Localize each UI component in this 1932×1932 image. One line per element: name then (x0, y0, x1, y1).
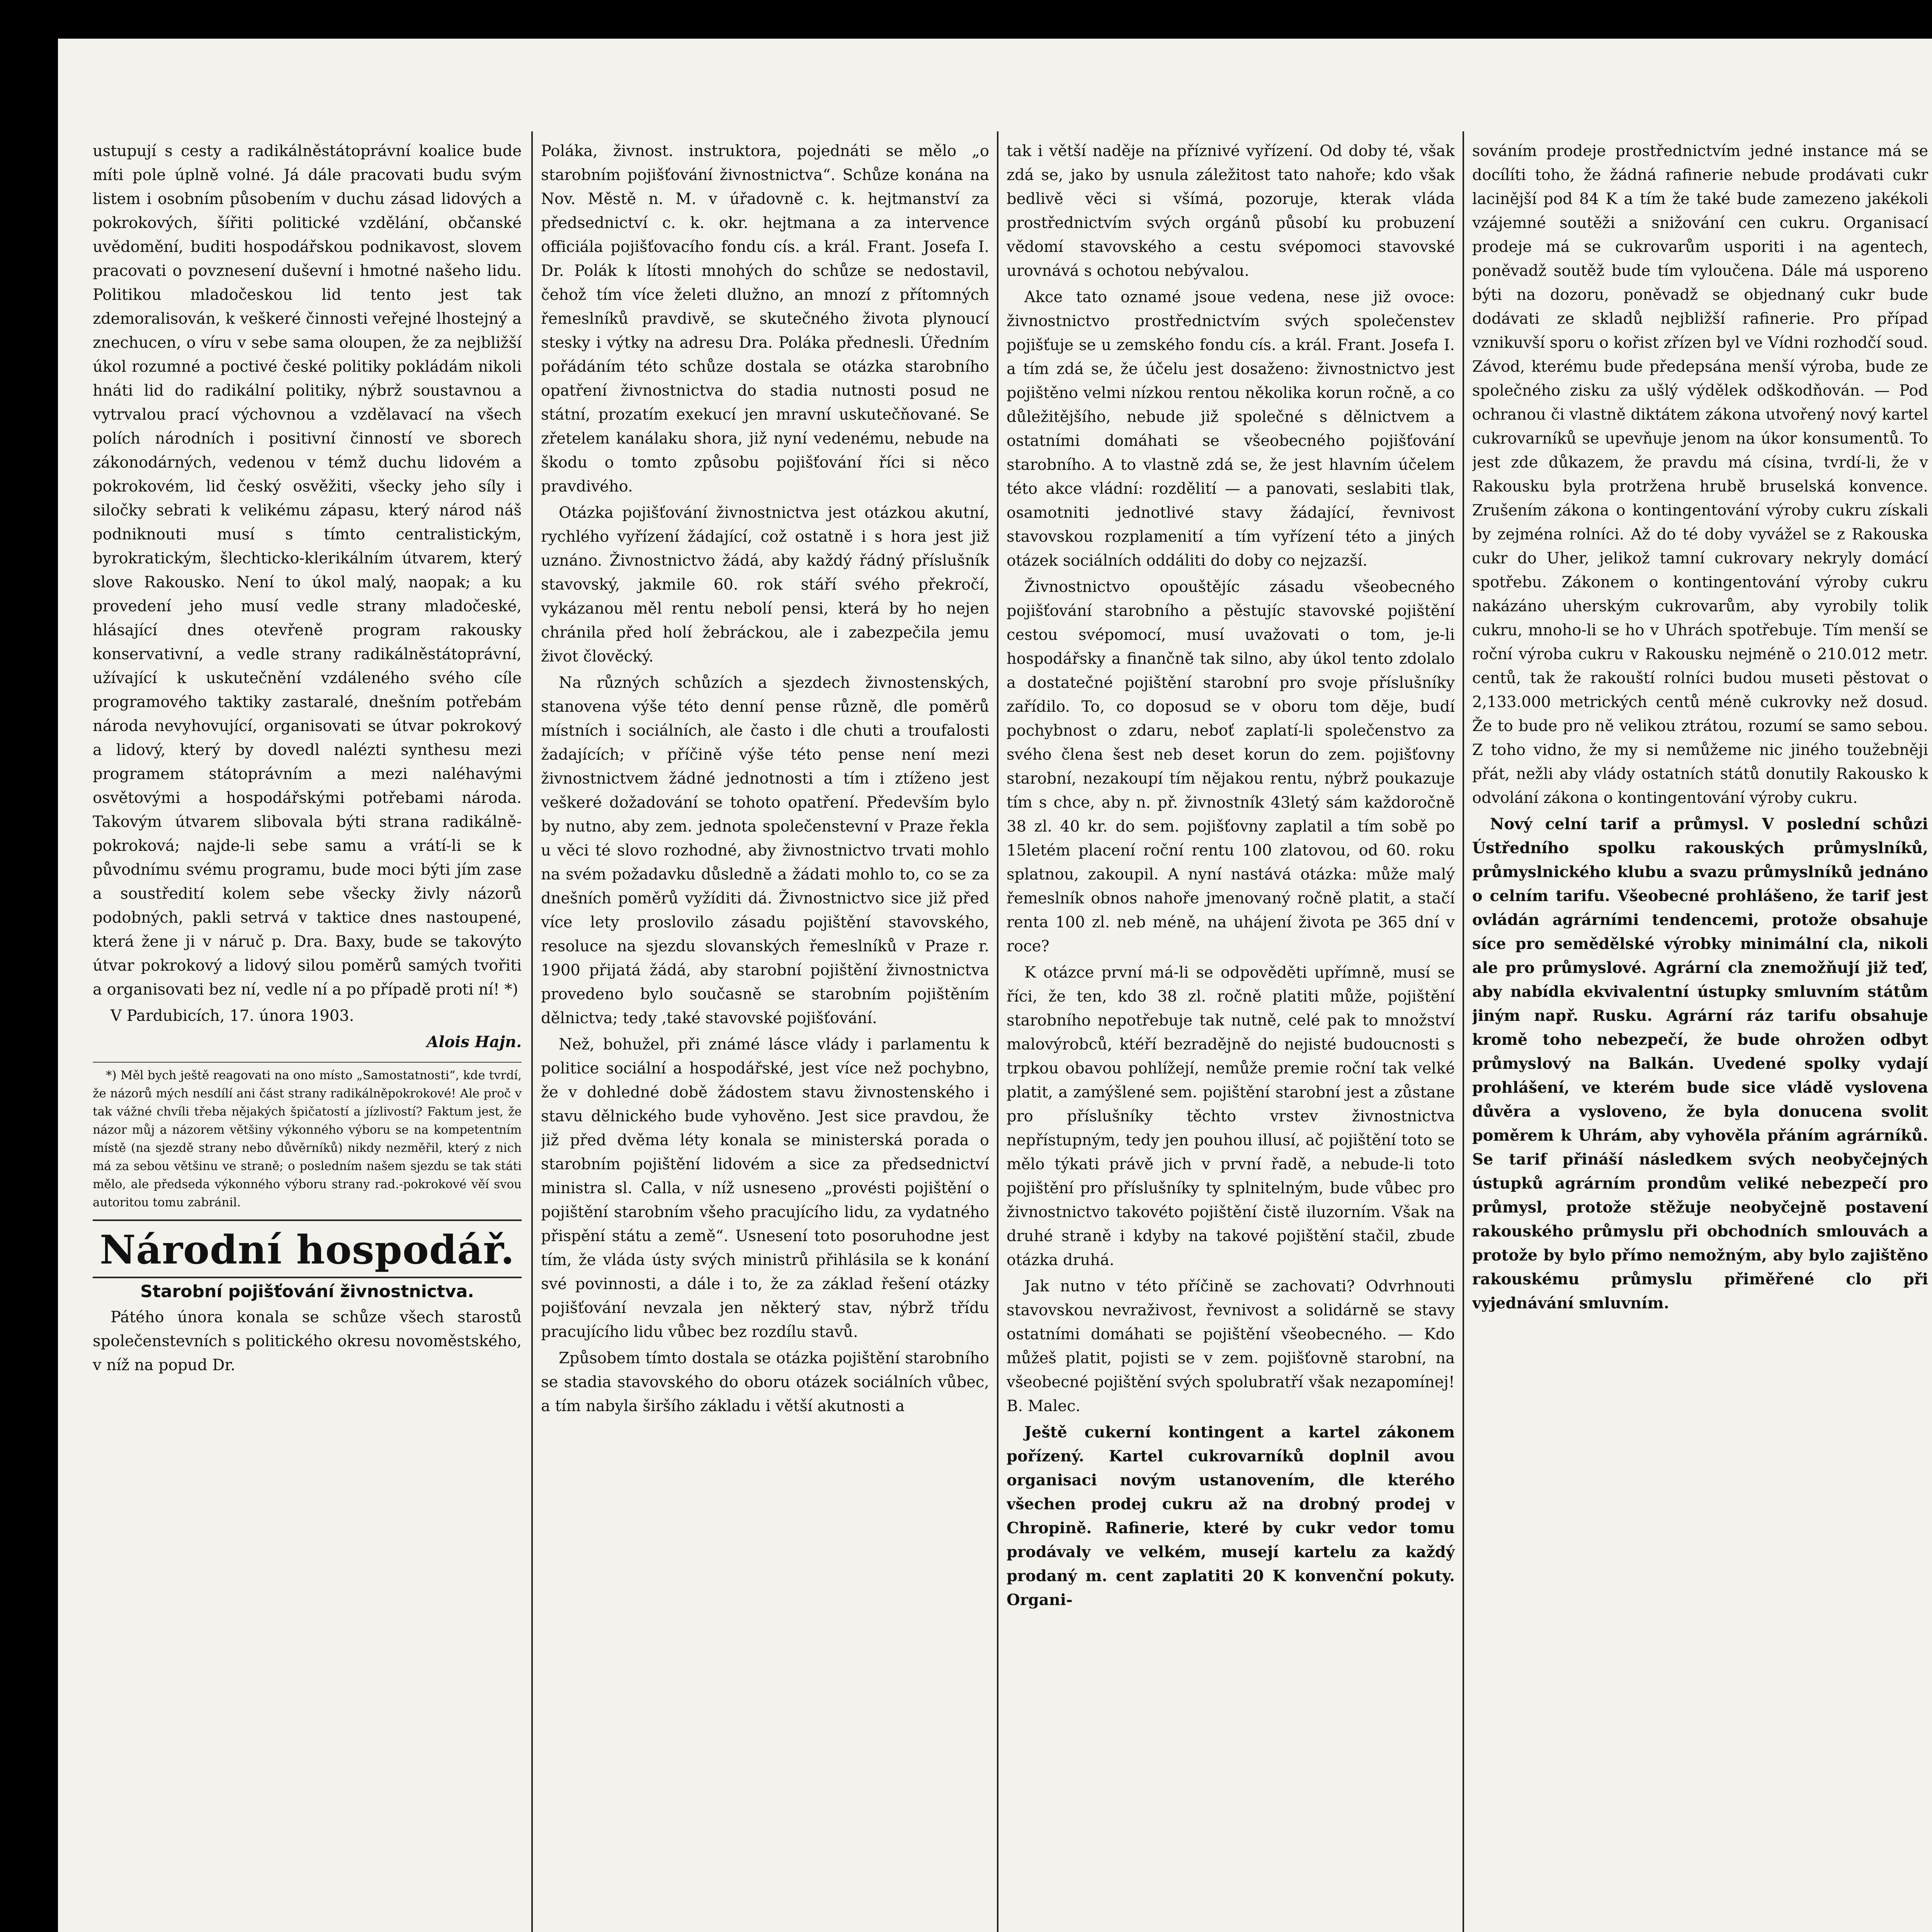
column-4 (1472, 139, 1928, 1932)
col3-para-1: tak i větší naděje na příznivé vyřízení. Od doby té, však zdá se, jako by usnula záležitost tato nahoře; kdo však bedlivě věci si všímá, pozoruje, kterak vláda prostřednictvím svých orgánů působí ku probuzení vědomí stavovského a cestu svépomoci stavovské urovnává s ochotou nebývalou. (1007, 142, 1455, 280)
column-3 (1007, 139, 1455, 1932)
col1-signature: Alois Hajn. (427, 1033, 522, 1051)
col2-para-3: Na různých schůzích a sjezdech živnostenských, stanovena výše této denní pense různě, dle poměrů místních i sociálních, ale často i dle chuti a troufalosti žadajících; v příčině výše této pense není mezi živnostnictvem žádné jednotnosti a tím i ztíženo jest veškeré dožadování se tohoto opatření. Především bylo by nutno, aby zem. jednota společenstevní v Praze řekla u věci té slovo rozhodné, aby živnostnictvo trvati mohlo na svém požadavku důsledně a žádati mohlo to, co se za dnešních poměrů vyžíditi dá. Živnostnictvo sice již před více lety proslovilo zásadu pojištění stavovského, resoluce na sjezdu slovanských řemeslníků v Praze r. 1900 přijatá žádá, aby starobní pojištění živnostnictva provedeno bylo současně se starobním pojištěním dělnictva; tedy ,také stavovské pojišťování. (541, 674, 989, 1027)
col2-para-2: Otázka pojišťování živnostnictva jest otázkou akutní, rychlého vyřízení žádající, což ostatně i s hora jest již uznáno. Živnostnictvo žádá, aby každý řádný příslušník stavovský, jakmile 60. rok stáří svého překročí, vykázanou měl rentu nebolí pensi, která by ho nejen chránila před holí žebráckou, ale i zabezpečila jemu život člověcký. (541, 504, 989, 665)
column-rule-1 (531, 131, 533, 1932)
section-text: Pátého února konala se schůze všech starostů společenstevních s politického okresu novoměstského, v níž na popud Dr. (93, 1308, 522, 1374)
col1-footnote-block (93, 1062, 522, 1212)
col1-footnote: *) Měl bych ještě reagovati na ono místo „Samostatnosti“, kde tvrdí, že názorů mých nesdílí ani část strany radikálněpokrokové! Ale proč v tak vážné chvíli třeba nějakých špičatostí a jízlivostí? Faktum jest, že názor můj a názorem většiny výkonného výboru se na komp​etentním místě (na sjezdě strany nebo důvěrníků) nikdy nezměřil, který z nich má za sebou většinu ve straně; o posledním našem sjezdu se tak státi mělo, ale předseda výkonného výboru strany rad.-pokrokové věí svou autoritou tomu zabránil. (93, 1068, 522, 1209)
col3-para-4: K otázce první má-li se odpověděti upřímně, musí se říci, že ten, kdo 38 zl. ročně platiti může, pojištění starobního nepotřebuje tak nutně, celé pak to množství malovýrobců, ktéří bezradějně do nejisté budoucnosti s trpkou obavou pohlížejí, nemůže premie roční tak velké platit, a zamýšlené sem. pojištění starobní jest a zůstane pro příslušníky těchto vrstev živnostnictva nepřístupným, tedy jen pouhou illusí, ač pojištění toto se mělo týkati právě jich v první řadě, a nebude-li toto pojištění pro příslušníky ty splnitelným, bude vůbec pro živnostnictvo takovéto pojištění čistě iluzorním. Však na druhé straně i kdyby na takové pojištění stačil, zbude otázka druhá. (1007, 964, 1455, 1269)
column-rule-2 (997, 131, 998, 1932)
column-2 (541, 139, 989, 1932)
section-subtitle: Starobní pojišťování živnostnictva. (140, 1282, 474, 1301)
section-rule-top (93, 1219, 522, 1221)
col3-para-3: Živnostnictvo opouštějíc zásadu všeobecného pojišťování starobního a pěstujíc stavovské pojištění cestou svépomocí, musí uvažovati o tom, je-li hospodářsky a finančně tak silno, aby úkol tento zdolalo a dostatečné pojištění starobní pro svoje příslušníky zařídilo. To, co doposud se v oboru tom děje, budí pochybnost o zdaru, neboť zaplatí-li společenstvo za svého člena šest neb deset korun do zem. pojišťovny starobní, nezakoupí tím nějakou rentu, nýbrž poukazuje tím s chce, aby n. př. živnostník 43letý sám každoročně 38 zl. 40 kr. do sem. pojišťovny zaplatil a tím sobě po 15letém placení roční rentu 100 zlatovou, od 60. roku splatnou, zakoupil. A nyní nastává otázka: může malý řemeslník obnos nahoře jmenovaný ročně platit, a stačí renta 100 zl. neb méně, na uhájení života pe 365 dní v roce? (1007, 578, 1455, 955)
col3-para-2: Akce tato oznamé jsoue vedena, nese již ovoce: živnostnictvo prostřednictvím svých společenstev pojišťuje se u zemského fondu cís. a král. Frant. Josefa I. a tím zdá se, že účelu jest dosaženo: živnostnictvo jest pojištěno velmi nízkou rentou několika korun ročně, a co důležitějšího, nebude již společné s dělnictvem a ostatními domáhati se všeobecného pojišťování starobního. A to vlastně zdá se, že jest hlavním účelem této akce vládní: rozdělití — a panovati, seslabiti tlak, osamotniti jednotlivé stavy žádající, řevnivost stavovskou rozplamenití a tím vyřízení této a jiných otázek sociálních oddáliti do doby co nejzazší. (1007, 288, 1455, 570)
col3-para-5: Jak nutno v této příčině se zachovati? Odvrhnouti stavovskou nevraživost, řevnivost a solidárně se stavy ostatními domáhati se pojištění všeobecného. — Kdo můžeš platit, pojisti se v zem. pojišťovně starobní, na všeobecné pojištění svých spolubratří však nezapomínej! B. Malec. (1007, 1277, 1455, 1415)
col1-text: ustupují s cesty a radikálněstátoprávní koalice bude míti pole úplně volné. Já dále pracovati budu svým listem i osobním působením v duchu zásad lidových a pokrokových, šířiti politické vzdělání, občanské uvědomění, buditi hospodářskou podnikavost, slovem pracovati o povznesení duševní i hmotné našeho lidu. Politikou mladočeskou lid tento jest tak zdemoralisován, k veškeré činnosti veřejné lhostejný a znechucen, o víru v sebe sama oloupen, že za nejbližší úkol rozumné a poctivé české politiky pokládám nikoli hnáti lid do radikální politiky, nýbrž soustavnou a vytrvalou prací výchovnou a vzdělavací na všech polích národních i positivní činností ve sborech zákonodárných, vedenou v témž duchu lidovém a pokrokovém, lid český osvěžiti, všecky jeho síly i siločky sebrati k velikému zápasu, který národ náš podniknouti musí s tímto centralistickým, byrokratickým, šlechticko-klerikálním útvarem, který slove Rakousko. Není to úkol malý, naopak; a ku provedení jeho musí vedle strany mladočeské, hlásající dnes otevřeně program rakousky konservativní, a vedle strany radikálněstátoprávní, užívající k uskutečnění vzdáleného svého cíle programového taktiky zastaralé, dnešním potřebám národa nevyhovující, organisovati se útvar pokrokový a lidový, který by dovedl nalézti synthesu mezi programem státoprávním a mezi naléhavými osvětovými a hospodářskými potřebami národa. Takovým útvarem slibovala býti strana radikálně-pokroková; najde-li sebe samu a vrátí-li se k původnímu svému programu, bude moci býti jím zase a soustředití kolem sebe všecky živly názorů podobných, pakli setrvá v taktice dnes nastoupené, která žene ji v náruč p. Dra. Baxy, bude se takovýto útvar pokrokový a lidový silou poměrů samých tvořiti a organisovati bez ní, vedle ní a po případě proti ní! *) (93, 142, 522, 998)
column-1 (93, 139, 522, 1932)
newspaper-sheet (58, 39, 1932, 1932)
col4-para-1: sováním prodeje prostřednictvím jedné instance má se docílíti toho, že žádná rafinerie nebude prodávati cukr lacinější pod 84 K a tím že také bude zamezeno jakékoli vzájemné soutěži a snižování cen cukru. Organisací prodeje má se cukrovarům usporiti i na agentech, poněvadž soutěž bude tím vyloučena. Dále má usporeno býti na dozoru, poněvadž se objednaný cukr bude dodávati ze skladů nejbližší rafinerie. Pro případ vznikuvší sporu o kořist zřízen byl ve Vídni rozhodčí soud. Závod, kterému bude předepsána menší výroba, bude ze společného zisku za ušlý výdělek odškodňován. — Pod ochranou či vlastně diktátem zákona utvořený nový kartel cukrovarníků se upevňuje jenom na úkor konsumentů. To jest zde důkazem, že pravdu má císina, tvrdí-li, že v Rakousku byla protržena hrubě bruselská konvence. Zrušením zákona o kontingentování výroby cukru získali by zejména rolníci. Až do té doby vyvážel se z Rakouska cukr do Uher, jelikož tamní cukrovary nekryly domácí spotřebu. Zákonem o kontingentování výroby cukru nakázáno uherským cukrovarům, aby vyrobily tolik cukru, mnoho-li se ho v Uhrách spotřebuje. Tím menší se roční výroba cukru v Rakousku nejméně o 210.012 metr. centů, tak že rakouští rolníci budou museti pěstovat o 2,133.000 metrických centů méně cukrovky než dosud. Že to bude pro ně velikou ztrátou, rozumí se samo sebou. Z toho vidno, že my si nemůžeme nic jiného toužebněji přát, nežli aby vlády ostatních států donutily Rakousko k odvolání zákona o kontingentování výroby cukru. (1472, 142, 1928, 807)
col2-para-1: Poláka, živnost. instruktora, pojednáti se mělo „o starobním pojišťování živnostnictva“. Schůze konána na Nov. Městě n. M. v úřadovně c. k. hejtmanství za předsednictví c. k. okr. hejtmana a za intervence officiála pojišťovacího fondu cís. a král. Frant. Josefa I. Dr. Polák k lítosti mnohých do schůze se nedostavil, čehož tím více želeti dlužno, an mnozí z přítomných řemeslníků pravdivě, se skutečného života plynoucí stesky i výtky na adresu Dra. Poláka přednesli. Úředním pořádáním této schůze dostala se otázka starobního opatření živnostnictva do stadia nutnosti posud ne státní, prozatím exekucí jen mravní uskutečňované. Se zřetelem kanálaku shora, již nyní vedenému, nebude na škodu o tomto způsobu pojišťování říci si něco pravdivého. (541, 142, 989, 495)
col2-para-4: Než, bohužel, při známé lásce vlády i parlamentu k politice sociální a hospodářské, jest více než pochybno, že v dohledné době žádostem stavu živnostenského i stavu dělnického bude vyhověno. Jest sice pravdou, že již před dvěma léty konala se ministerská porada o starobním pojištění lidovém a sice za předsednictví ministra sl. Calla, v níž usneseno „provésti pojištění o pojištění starobním všeho pracujícího lidu, za vydatného přispění státu a země“. Usnesení toto posoruhodne jest tím, že vláda ústy svých ministrů přihlásila se k konání své povinnosti, a dále i to, že za základ řešení otázky pojišťování nevzala jen některý stav, nýbrž třídu pracujícího lidu vůbec bez rozdílu stavů. (541, 1036, 989, 1341)
section-rule-bottom (93, 1277, 522, 1278)
section-title-narodni-hospodar: Národní hospodář. (99, 1227, 515, 1273)
col3-para-6: Ještě cukerní kontingent a kartel zákonem pořízený. Kartel cukrovarníků doplnil avou organisaci novým ustanovením, dle kterého všechen prodej cukru až na drobný prodej v Chropině. Rafinerie, které by cukr vedor tomu prodávaly ve velkém, musejí kartelu za každý prodaný m. cent zaplatiti 20 K konvenční pokuty. Organi- (1007, 1423, 1455, 1609)
col2-para-5: Způsobem tímto dostala se otázka pojištění starobního se stadia stavovského do oboru otázek sociálních vůbec, a tím nabyla širšího základu i větší akutnosti a (541, 1349, 989, 1415)
col1-place-date: V Pardubicích, 17. února 1903. (111, 1007, 354, 1025)
column-rule-3 (1463, 131, 1464, 1932)
col4-para-2: Nový celní tarif a průmysl. V poslední schůzi Ústředního spolku rakouských průmyslníků, průmyslnického klubu a svazu průmyslníků jednáno o celním tarifu. Všeobecné prohlášeno, že tarif jest ovládán agrárními tendencemi, protože obsahuje síce pro semědělské výrobky minimální cla, nikoli ale pro průmyslové. Agrární cla znemožňují již teď, aby nabídla ekvivalentní ústupky smluvním státům jiným např. Rusku. Agrární ráz tarifu obsahuje kromě toho nebezpečí, že bude ohrožen odbyt průmyslový na Balkán. Uvedené spolky vydají prohlášení, ve kterém bude sice vládě vyslovena důvěra a vysloveno, že byla donucena svolit poměrem k Uhrám, aby vyhověla přáním agrárníků. Se tarif přináší následkem svých neobyčejných ústupků agrárním prondům veliké nebezpečí pro průmysl, protože stěžuje neobyčejně postavení rakouského průmyslu při obchodních smlouvách a protože by bylo přímo nemožným, aby bylo zajištěno rakouskému průmyslu přiměřené clo při vyjednávání smluvním. (1472, 815, 1928, 1312)
